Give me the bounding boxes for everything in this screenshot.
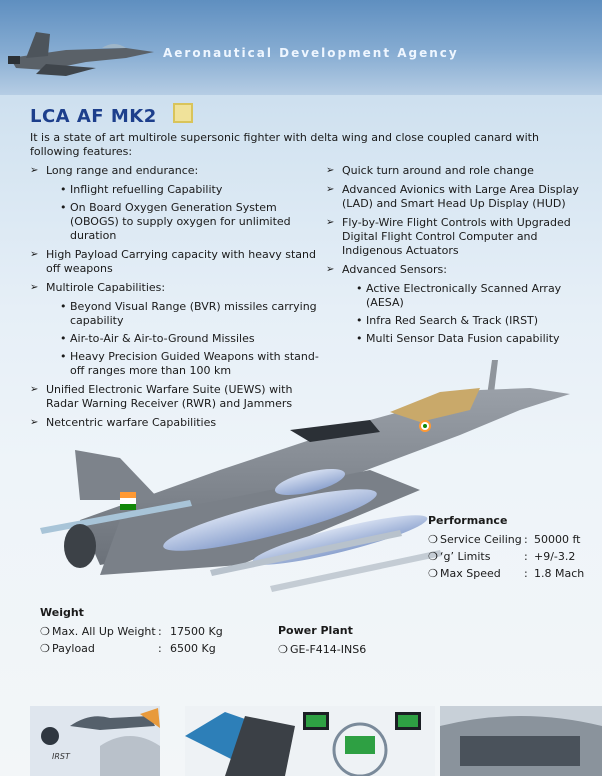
- arrow-bullet-icon: ➢: [326, 264, 335, 275]
- page-title: LCA AF MK2: [30, 106, 157, 127]
- feature-item: [326, 263, 586, 346]
- bullet-dot-icon: •: [60, 332, 67, 345]
- feature-subitem-text: Heavy Precision Guided Weapons with stand-off ranges more than 100 km: [70, 350, 319, 377]
- spec-key: Max Speed: [440, 567, 501, 580]
- spec-separator: :: [524, 550, 528, 563]
- arrow-bullet-icon: ➢: [30, 417, 39, 428]
- title-square-icon: [173, 103, 193, 123]
- feature-subitem: [342, 332, 586, 346]
- arrow-bullet-icon: ➢: [30, 249, 39, 260]
- arrow-bullet-icon: ➢: [326, 217, 335, 228]
- power-plant-block: [278, 622, 366, 658]
- bullet-dot-icon: •: [60, 350, 67, 363]
- ring-bullet-icon: ❍: [428, 567, 438, 580]
- spec-row: [40, 640, 223, 657]
- feature-item: [30, 248, 320, 276]
- cockpit-thumbnail: [440, 706, 602, 776]
- irst-label: IRST: [52, 752, 70, 761]
- spec-value: 6500 Kg: [170, 642, 216, 655]
- spec-row: [428, 565, 584, 582]
- intro-text: It is a state of art multirole supersonic fighter with delta wing and close coupled canard with following features:: [30, 131, 539, 158]
- spec-separator: :: [524, 567, 528, 580]
- feature-subitem-text: Air-to-Air & Air-to-Ground Missiles: [70, 332, 255, 345]
- feature-subitem-text: Infra Red Search & Track (IRST): [366, 314, 539, 327]
- bullet-dot-icon: •: [356, 332, 363, 345]
- features-right: [326, 164, 586, 351]
- irst-thumbnail: [30, 706, 160, 776]
- feature-label: Quick turn around and role change: [342, 164, 534, 177]
- ring-bullet-icon: ❍: [428, 550, 438, 563]
- avionics-thumbnail: [185, 706, 435, 776]
- power-plant-heading: Power Plant: [278, 624, 353, 637]
- ring-bullet-icon: ❍: [40, 642, 50, 655]
- arrow-bullet-icon: ➢: [30, 384, 39, 395]
- spec-row: [428, 531, 584, 548]
- feature-subitem: [46, 300, 320, 328]
- feature-item: [30, 164, 320, 243]
- arrow-bullet-icon: ➢: [30, 282, 39, 293]
- spec-value: 1.8 Mach: [534, 567, 585, 580]
- feature-label: Netcentric warfare Capabilities: [46, 416, 217, 429]
- spec-value: 17500 Kg: [170, 625, 223, 638]
- feature-item: [326, 164, 586, 178]
- feature-subitem-text: Active Electronically Scanned Array (AESA): [366, 282, 562, 309]
- thumbnail-strip: [0, 706, 602, 776]
- engine-value: GE-F414-INS6: [290, 643, 367, 656]
- spec-key: Service Ceiling: [440, 533, 522, 546]
- ring-bullet-icon: ❍: [40, 625, 50, 638]
- arrow-bullet-icon: ➢: [30, 165, 39, 176]
- arrow-bullet-icon: ➢: [326, 184, 335, 195]
- spec-key: ‘g’ Limits: [440, 550, 491, 563]
- bullet-dot-icon: •: [356, 314, 363, 327]
- feature-subitem-text: Beyond Visual Range (BVR) missiles carrying capability: [70, 300, 317, 327]
- feature-label: Advanced Avionics with Large Area Display (LAD) and Smart Head Up Display (HUD): [342, 183, 579, 210]
- performance-block: [428, 512, 584, 582]
- feature-label: Long range and endurance:: [46, 164, 199, 177]
- feature-label: High Payload Carrying capacity with heavy stand off weapons: [46, 248, 316, 275]
- spec-row: [40, 623, 223, 640]
- aircraft-header-icon: [6, 28, 156, 80]
- spec-key: Max. All Up Weight: [52, 625, 156, 638]
- feature-subitem: [46, 183, 320, 197]
- weight-block: [40, 604, 223, 657]
- feature-item: [326, 183, 586, 211]
- feature-label: Unified Electronic Warfare Suite (UEWS) with Radar Warning Receiver (RWR) and Jammers: [46, 383, 293, 410]
- ring-bullet-icon: ❍: [278, 643, 288, 656]
- spec-row: [278, 641, 366, 658]
- bullet-dot-icon: •: [60, 183, 67, 196]
- spec-value: +9/-3.2: [534, 550, 576, 563]
- feature-subitem: [342, 314, 586, 328]
- feature-subitem: [46, 332, 320, 346]
- feature-sublist: [46, 183, 320, 243]
- spec-value: 50000 ft: [534, 533, 581, 546]
- agency-name: Aeronautical Development Agency: [163, 46, 459, 60]
- feature-subitem: [342, 282, 586, 310]
- spec-separator: :: [158, 642, 162, 655]
- feature-sublist: [342, 282, 586, 346]
- header-band: [0, 0, 602, 95]
- ring-bullet-icon: ❍: [428, 533, 438, 546]
- weight-heading: Weight: [40, 606, 84, 619]
- bullet-dot-icon: •: [60, 300, 67, 313]
- bullet-dot-icon: •: [60, 201, 67, 214]
- feature-label: Multirole Capabilities:: [46, 281, 166, 294]
- bullet-dot-icon: •: [356, 282, 363, 295]
- feature-subitem-text: Multi Sensor Data Fusion capability: [366, 332, 560, 345]
- arrow-bullet-icon: ➢: [326, 165, 335, 176]
- spec-separator: :: [524, 533, 528, 546]
- performance-heading: Performance: [428, 514, 508, 527]
- feature-subitem-text: On Board Oxygen Generation System (OBOGS) to supply oxygen for unlimited duration: [70, 201, 291, 242]
- spec-key: Payload: [52, 642, 95, 655]
- feature-subitem-text: Inflight refuelling Capability: [70, 183, 223, 196]
- feature-label: Fly-by-Wire Flight Controls with Upgraded Digital Flight Control Computer and Indigenous Actuators: [342, 216, 571, 257]
- feature-item: [326, 216, 586, 258]
- feature-subitem: [46, 201, 320, 243]
- feature-label: Advanced Sensors:: [342, 263, 447, 276]
- spec-separator: :: [158, 625, 162, 638]
- spec-row: [428, 548, 584, 565]
